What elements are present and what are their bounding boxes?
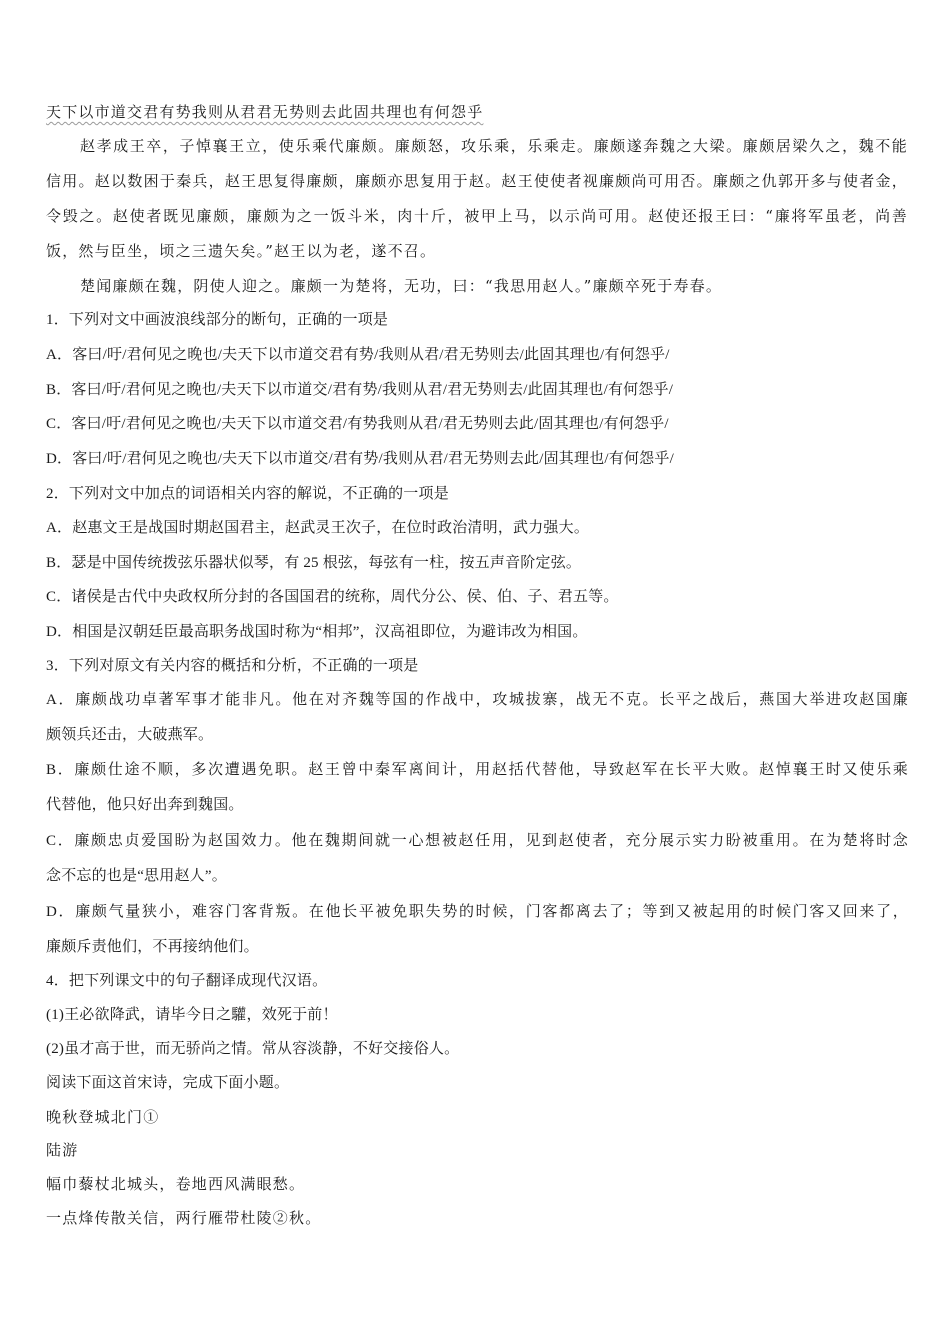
passage-paragraph-2: 楚闻廉颇在魏，阴使人迎之。廉颇一为楚将，无功，曰：“我思用赵人。”廉颇卒死于寿春。 bbox=[80, 277, 723, 295]
question-1-option-d: D．客曰/吁/君何见之晚也/夫天下以市道交/君有势/我则从君/君无势则去此/固其理也/有何怨乎/ bbox=[46, 451, 674, 467]
question-3-option-d: D．廉颇气量狭小，难容门客背叛。在他长平被免职失势的时候，门客都离去了；等到又被起用的时候门客又回来了， bbox=[46, 904, 908, 920]
question-4-item-1: (1)王必欲降武，请毕今日之驩，效死于前！ bbox=[46, 1007, 338, 1023]
passage-line: 令毁之。赵使者既见廉颇，廉颇为之一饭斗米，肉十斤，被甲上马，以示尚可用。赵使还报王曰：“廉将军虽老，尚善 bbox=[46, 207, 908, 225]
wavy-underlined-sentence: 天下以市道交君有势我则从君君无势则去此固共理也有何怨乎 bbox=[46, 103, 484, 121]
question-1-stem: 1．下列对文中画波浪线部分的断句，正确的一项是 bbox=[46, 312, 389, 328]
question-2-stem: 2．下列对文中加点的词语相关内容的解说，不正确的一项是 bbox=[46, 486, 449, 502]
question-3-option-a-cont: 颇领兵还击，大破燕军。 bbox=[46, 727, 214, 743]
passage-line: 信用。赵以数困于秦兵，赵王思复得廉颇，廉颇亦思复用于赵。赵王使使者视廉颇尚可用否。廉颇之仇郭开多与使者金， bbox=[46, 172, 908, 190]
question-2-option-b: B．瑟是中国传统拨弦乐器状似琴，有 25 根弦，每弦有一柱，按五声音阶定弦。 bbox=[46, 555, 582, 571]
poem-author: 陆游 bbox=[46, 1141, 79, 1159]
question-4-item-2: (2)虽才高于世，而无骄尚之情。常从容淡静，不好交接俗人。 bbox=[46, 1041, 460, 1057]
poem-line: 一点烽传散关信，两行雁带杜陵②秋。 bbox=[46, 1209, 322, 1227]
poem-intro: 阅读下面这首宋诗，完成下面小题。 bbox=[46, 1075, 290, 1091]
question-1-option-c: C．客曰/吁/君何见之晚也/夫天下以市道交君/有势我则从君/君无势则去此/固其理也/有何怨乎/ bbox=[46, 416, 669, 432]
question-2-option-d: D．相国是汉朝廷臣最高职务战国时称为“相邦”，汉高祖即位，为避讳改为相国。 bbox=[46, 624, 588, 640]
question-3-option-d-cont: 廉颇斥责他们，不再接纳他们。 bbox=[46, 939, 259, 955]
question-3-stem: 3．下列对原文有关内容的概括和分析，不正确的一项是 bbox=[46, 658, 419, 674]
question-3-option-b-cont: 代替他，他只好出奔到魏国。 bbox=[46, 797, 244, 813]
passage-line: 赵孝成王卒，子悼襄王立，使乐乘代廉颇。廉颇怒，攻乐乘，乐乘走。廉颇遂奔魏之大梁。廉颇居梁久之，魏不能 bbox=[80, 137, 908, 155]
poem-line: 幅巾藜杖北城头，卷地西风满眼愁。 bbox=[46, 1175, 306, 1193]
question-3-option-c-cont: 念不忘的也是“思用赵人”。 bbox=[46, 868, 227, 884]
question-1-option-a: A．客曰/吁/君何见之晚也/夫天下以市道交君有势/我则从君/君无势则去/此固其理也/有何怨乎/ bbox=[46, 347, 670, 363]
question-1-option-b: B．客曰/吁/君何见之晚也/夫天下以市道交/君有势/我则从君/君无势则去/此固其理也/有何怨乎/ bbox=[46, 382, 674, 398]
question-2-option-c: C．诸侯是古代中央政权所分封的各国国君的统称，周代分公、侯、伯、子、君五等。 bbox=[46, 589, 619, 605]
question-3-option-c: C．廉颇忠贞爱国盼为赵国效力。他在魏期间就一心想被赵任用，见到赵使者，充分展示实力盼被重用。在为楚将时念 bbox=[46, 833, 908, 849]
question-3-option-b: B．廉颇仕途不顺，多次遭遇免职。赵王曾中秦军离间计，用赵括代替他，导致赵军在长平大败。赵悼襄王时又使乐乘 bbox=[46, 762, 908, 778]
poem-title: 晚秋登城北门① bbox=[46, 1108, 160, 1126]
question-4-stem: 4．把下列课文中的句子翻译成现代汉语。 bbox=[46, 973, 328, 989]
passage-line: 饭，然与臣坐，顷之三遗矢矣。”赵王以为老，遂不召。 bbox=[46, 242, 437, 260]
question-3-option-a: A．廉颇战功卓著军事才能非凡。他在对齐魏等国的作战中，攻城拔寨，战无不克。长平之战后，燕国大举进攻赵国廉 bbox=[46, 692, 908, 708]
question-2-option-a: A．赵惠文王是战国时期赵国君主，赵武灵王次子，在位时政治清明，武力强大。 bbox=[46, 520, 590, 536]
